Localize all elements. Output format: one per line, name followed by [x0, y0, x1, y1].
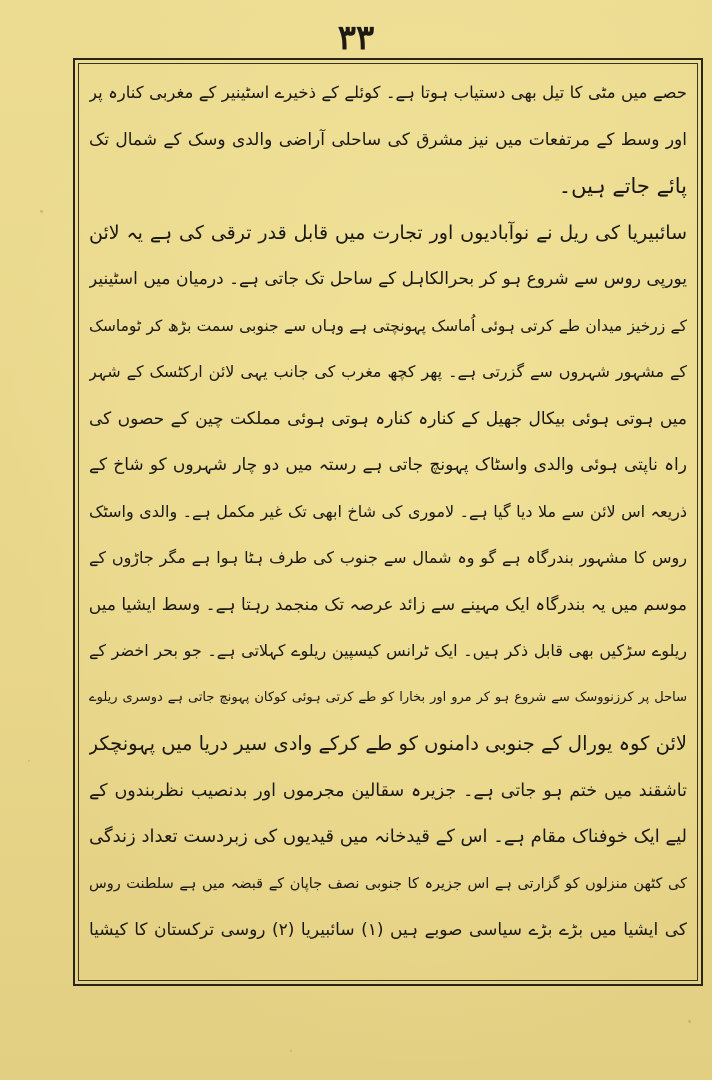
paper-speck: [290, 1050, 292, 1052]
text-line: پائے جاتے ہیں۔: [558, 174, 687, 198]
paper-speck: [688, 1020, 691, 1023]
text-line: روس کا مشہور بندرگاہ ہے گو وہ شمال سے جنوب کی طرف ہٹا ہوا ہے مگر جاڑوں کے: [89, 548, 687, 567]
paper-speck: [28, 760, 30, 762]
text-line: کے زرخیز میدان طے کرتی ہوئی اُماسک پہونچتی ہے وہاں سے جنوبی سمت بڑھ کر ٹوماسک: [89, 316, 687, 335]
text-line: ذریعہ اس لائن سے ملا دیا گیا ہے۔ لاموری کی شاخ ابھی تک غیر مکمل ہے۔ والدی واسٹک: [89, 501, 687, 521]
text-line: اور وسط کے مرتفعات میں نیز مشرق کی ساحلی آراضی والدی وسک کے شمال تک: [89, 129, 687, 150]
page-number: ۳۳: [337, 18, 375, 58]
paper-speck: [40, 210, 43, 213]
text-line: راہ ناپتی ہوئی والدی واسٹاک پہونچ جاتی ہے رستہ میں دو چار شہروں کو شاخ کے: [89, 455, 687, 475]
text-border-frame: [73, 58, 703, 986]
text-line: میں ہوتی ہوئی بیکال جھیل کے کنارہ کنارہ ہوتی ہوئی مملکت چین کے حصوں کی: [89, 408, 687, 429]
text-line: لائن کوہ یورال کے جنوبی دامنوں کو طے کرکے وادی سیر دریا میں پہونچکر: [89, 732, 687, 755]
text-line: تاشقند میں ختم ہو جاتی ہے۔ جزیرہ سقالین مجرموں اور بدنصیب نظربندوں کے: [89, 780, 687, 801]
text-line: ساحل پر کرزنووسک سے شروع ہو کر مرو اور بخارا کو طے کرتی ہوئی کوکان پہونچ جاتی ہے دوسری ریلوے: [89, 689, 687, 705]
text-line: لیے ایک خوفناک مقام ہے۔ اس کے قیدخانہ میں قیدیوں کی زبردست تعداد زندگی: [89, 826, 687, 847]
text-line: کے مشہور شہروں سے گزرتی ہے۔ پھر کچھ مغرب کی جانب یہی لائن ارکٹسک کے شہر: [89, 362, 687, 381]
text-line: ریلوے سڑکیں بھی قابل ذکر ہیں۔ ایک ٹرانس کیسپین ریلوے کہلاتی ہے۔ جو بحر اخضر کے: [89, 641, 687, 660]
text-line: حصے میں مٹی کا تیل بھی دستیاب ہوتا ہے۔ کوئلے کے ذخیرے اسٹینیر کے مغربی کنارہ پر: [89, 83, 687, 102]
text-line: کی کٹھن منزلوں کو گزارتی ہے اس جزیرہ کا جنوبی نصف جاپان کے قبضہ میں ہے سلطنت روس: [89, 875, 687, 892]
text-line: یورپی روس سے شروع ہو کر بحرالکاہل کے ساحل تک جاتی ہے۔ درمیان میں اسٹینیر: [89, 269, 687, 289]
text-line: کی ایشیا میں بڑے بڑے سیاسی صوبے ہیں (۱) سائبیریا (۲) روسی ترکستان کا کیشیا: [89, 920, 687, 940]
text-line: سائبیریا کی ریل نے نوآبادیوں اور تجارت میں قابل قدر ترقی کی ہے یہ لائن: [89, 221, 687, 244]
body-text: [89, 70, 687, 954]
text-line: موسم میں یہ بندرگاہ ایک مہینے سے زائد عرصہ تک منجمد رہتا ہے۔ وسط ایشیا میں: [89, 594, 687, 615]
